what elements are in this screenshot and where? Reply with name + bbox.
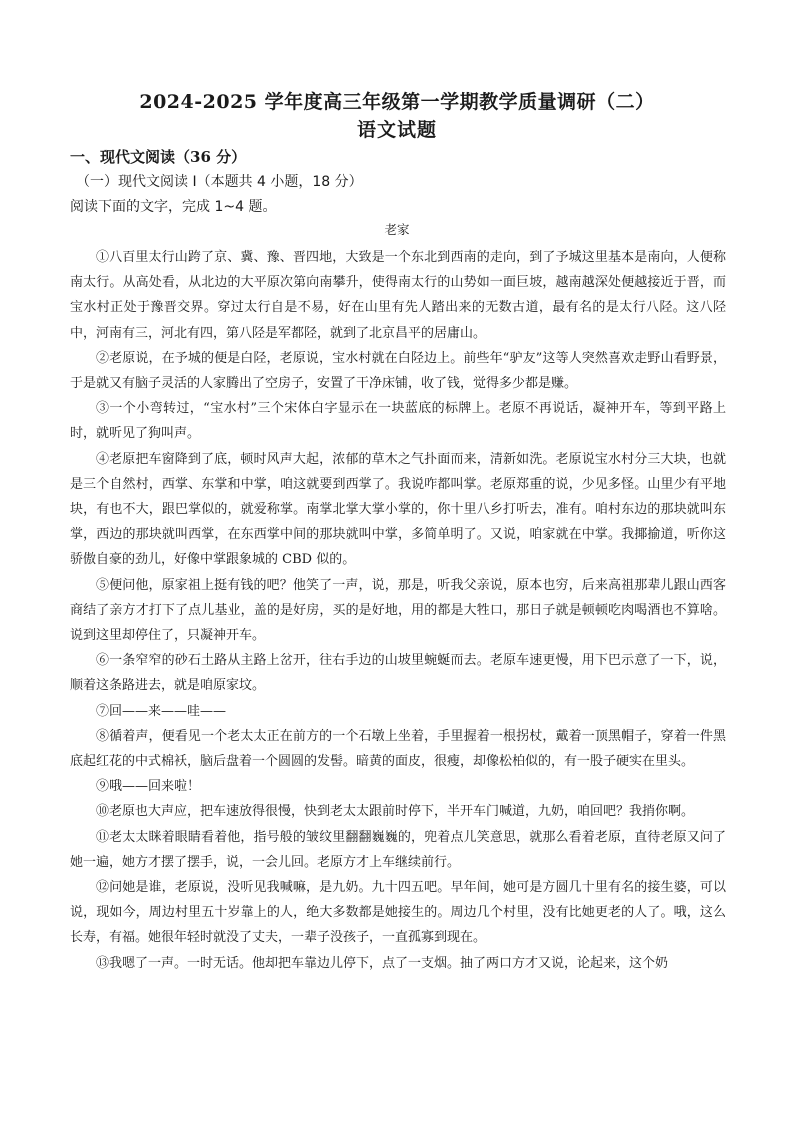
page-subtitle: 语文试题: [356, 119, 437, 141]
paragraph-2: ②老原说，在予城的便是白陉，老原说，宝水村就在白陉边上。前些年“驴友”这等人突然喜欢走野山看野景，于是就又有脑子灵活的人家腾出了空房子，安置了干净床铺，收了钱，觉得多少都是赚。: [70, 350, 726, 392]
section-heading: 一、现代文阅读（36 分）: [70, 148, 247, 166]
paragraph-9: ⑨哦——回来啦！: [96, 779, 201, 795]
paragraph-7: ⑦回——来——哇——: [96, 703, 227, 719]
paragraph-10: ⑩老原也大声应，把车速放得很慢，快到老太太跟前时停下，半开车门喊道，九奶，咱回吧？我捎你啊。: [96, 804, 695, 820]
essay-body: [70, 245, 726, 976]
paragraph-3: ③一个小弯转过，“宝水村”三个宋体白字显示在一块蓝底的标牌上。老原不再说话，凝神开车，等到平路上时，就听见了狗叫声。: [70, 401, 726, 442]
paragraph-5: ⑤便问他，原家祖上挺有钱的吧？他笑了一声，说，那是，听我父亲说，原本也穷，后来高祖那辈儿跟山西客商结了亲方才打下了点儿基业，盖的是好房，买的是好地，用的都是大牲口，那日子就是顿顿吃肉喝酒也不算啥。说到这里却停住了，只凝神开车。: [70, 577, 726, 644]
paragraph-13: ⑬我嗯了一声。一时无话。他却把车靠边儿停下，点了一支烟。抽了两口方才又说，论起来，这个奶: [96, 955, 669, 971]
page-title: 2024-2025 学年度高三年级第一学期教学质量调研（二）: [139, 91, 655, 113]
paragraph-11: ⑪老太太眯着眼睛看着他，指号般的皱纹里翻翻巍巍的，兜着点儿笑意思，就那么看着老原，直待老原又问了她一遍，她方才摆了摆手，说，一会儿回。老原方才上车继续前行。: [70, 829, 726, 870]
paragraph-12: ⑫问她是谁，老原说，没听见我喊嘛，是九奶。九十四五吧。早年间，她可是方圆几十里有名的接生婆，可以说，现如今，周边村里五十岁靠上的人，绝大多数都是她接生的。周边几个村里，没有比她更老的人了。哦，这么长寿，有福。她很年轻时就没了丈夫，一辈子没孩子，一直孤寡到现在。: [70, 880, 726, 946]
subsection-heading: （一）现代文阅读 I（本题共 4 小题，18 分）: [76, 174, 363, 190]
paragraph-1: ①八百里太行山跨了京、冀、豫、晋四地，大致是一个东北到西南的走向，到了予城这里基本是南向，人便称南太行。从高处看，从北边的大平原次第向南攀升，使得南太行的山势如一面巨坡，越南越深处便越接近于晋，而宝水村正处于豫晋交界。穿过太行自是不易，好在山里有先人踏出来的无数古道，最有名的是太行八陉。这八陉中，河南有三，河北有四，第八陉是军都陉，就到了北京昌平的居庸山。: [70, 250, 726, 341]
paragraph-8: ⑧循着声，便看见一个老太太正在前方的一个石墩上坐着，手里握着一根拐杖，戴着一顶黑帽子，穿着一件黑底起红花的中式棉袄，脑后盘着一个圆圆的发髻。暗黄的面皮，很瘦，却像松柏似的，有一股子硬实在里头。: [70, 728, 726, 770]
paragraph-4: ④老原把车窗降到了底，顿时风声大起，浓郁的草木之气扑面而来，清新如洗。老原说宝水村分三大块，也就是三个自然村，西掌、东掌和中掌，咱这就要到西掌了。我说咋都叫掌。老原郑重的说，少见多怪。山里少有平地块，有也不大，跟巴掌似的，就爱称掌。南掌北掌大掌小掌的，你十里八乡打听去，准有。咱村东边的那块就叫东掌，西边的那块就叫西掌，在东西掌中间的那块就叫中掌，多简单明了。又说，咱家就在中掌。我揶揄道，听你这骄傲自豪的劲儿，好像中掌跟象城的 CBD 似的。: [70, 451, 726, 568]
paragraph-6: ⑥一条窄窄的砂石土路从主路上岔开，往右手边的山坡里蜿蜒而去。老原车速更慢，用下巴示意了一下，说，顺着这条路进去，就是咱原家坟。: [70, 653, 726, 694]
reading-instruction: 阅读下面的文字，完成 1~4 题。: [70, 199, 277, 215]
essay-title: 老家: [384, 222, 410, 237]
